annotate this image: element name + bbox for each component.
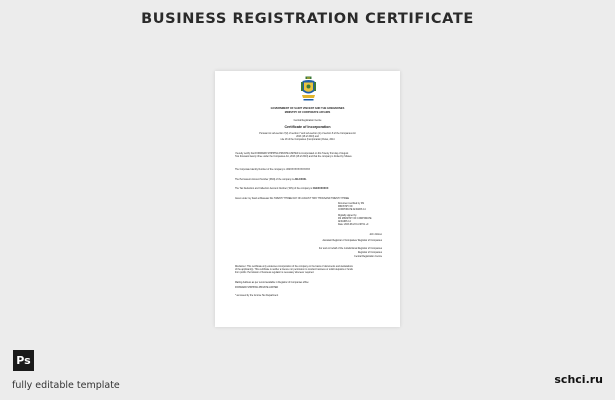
cin-line: The Corporate Identity Number of the company is U62XXXXXXXXXXXXX bbox=[235, 169, 311, 171]
site-watermark: schci.ru bbox=[554, 373, 603, 386]
coat-of-arms-icon bbox=[301, 76, 316, 104]
mailing-label: Mailing Address as per record available in Registrar of Companies office: bbox=[235, 282, 310, 284]
stamp-line: Date: 2023.08.23 11:38:51 +0 bbox=[338, 224, 369, 226]
given-line: Given under my hand at Manesar this TWENTY THREE DAY OF AUGUST TWO THOUSAND TWENTY-THREE bbox=[235, 198, 350, 200]
stamp-line: DS MINISTRY OF CORPORATE bbox=[338, 218, 372, 220]
template-note: fully editable template bbox=[12, 380, 120, 391]
registry-line: Central Registration Centre bbox=[293, 120, 322, 122]
intro-line-1: Pursuant to sub-section 7(2) of section 7 and sub-section (1) of section 8 of the Companies Act bbox=[259, 133, 356, 135]
body-line-2: Two thousand twenty three under the Companies Act, 2013 (18 of 2013) and that the company is limited by Shares. bbox=[235, 156, 353, 158]
page-title: BUSINESS REGISTRATION CERTIFICATE bbox=[141, 11, 474, 27]
intro-line-3: rule 18 of the Companies (Incorporation) Rules, 2014 bbox=[280, 139, 335, 141]
stamp-line: MINISTRY OF bbox=[338, 206, 353, 208]
tan-line bbox=[235, 188, 328, 190]
signatory-role: Assistant Registrar of Companies/ Registrar of Companies bbox=[322, 240, 382, 242]
disclaimer-line: from public. Permission of business regulator is necessary wherever required. bbox=[235, 272, 315, 274]
signatory-role: For and on behalf of the Jurisdictional Registrar of Companies bbox=[318, 248, 382, 250]
government-line: GOVERNMENT OF SAINT VINCENT AND THE GRENADINES bbox=[270, 107, 345, 110]
stamp-line: Document certified by DS bbox=[338, 203, 365, 205]
signatory-role: Registrar of Companies bbox=[357, 252, 382, 254]
body-line-1: I hereby certify that FORWARD SHIPPING PRIVATE LIMITED is incorporated on this Twenty first day of August bbox=[235, 153, 349, 155]
pan-value: AELXXXXL bbox=[294, 179, 307, 181]
pan-label: The Permanent Account Number (PAN) of the company is bbox=[235, 179, 294, 181]
intro-line-2: 2013 (18 of 2013) and bbox=[296, 136, 319, 138]
footnote: * as issued by the Income Tax Department bbox=[235, 295, 279, 297]
stamp-line: Digitally signed by bbox=[338, 215, 357, 217]
signatory-name: John Citizen bbox=[369, 234, 382, 236]
mailing-company: FORWARD SHIPPING PRIVATE LIMITED bbox=[235, 287, 279, 289]
stamp-line: CORPORATE AFFAIRS 14 bbox=[338, 209, 366, 211]
ministry-line: MINISTRY OF CORPORATE AFFAIRS bbox=[284, 111, 331, 114]
photoshop-icon: Ps bbox=[13, 350, 34, 371]
certificate-document bbox=[215, 71, 400, 327]
tan-value: CHEXXXXXXX bbox=[312, 188, 329, 190]
signatory-role: Central Registration Centre bbox=[354, 256, 382, 258]
certificate-title: Certificate of Incorporation bbox=[284, 125, 331, 129]
disclaimer-line: Disclaimer: This certificate only evidences incorporation of the company on the basis of documents and declarations bbox=[235, 266, 353, 268]
pan-line bbox=[235, 179, 307, 181]
disclaimer-line: of the applicant(s). This certificate is neither a licence nor permission to conduct business or solicit deposits or funds bbox=[235, 269, 353, 271]
tan-label: The Tax Deduction and Collection Account Number (TAN) of the company is bbox=[235, 188, 313, 190]
stamp-line: AFFAIRS 14 bbox=[338, 221, 351, 223]
